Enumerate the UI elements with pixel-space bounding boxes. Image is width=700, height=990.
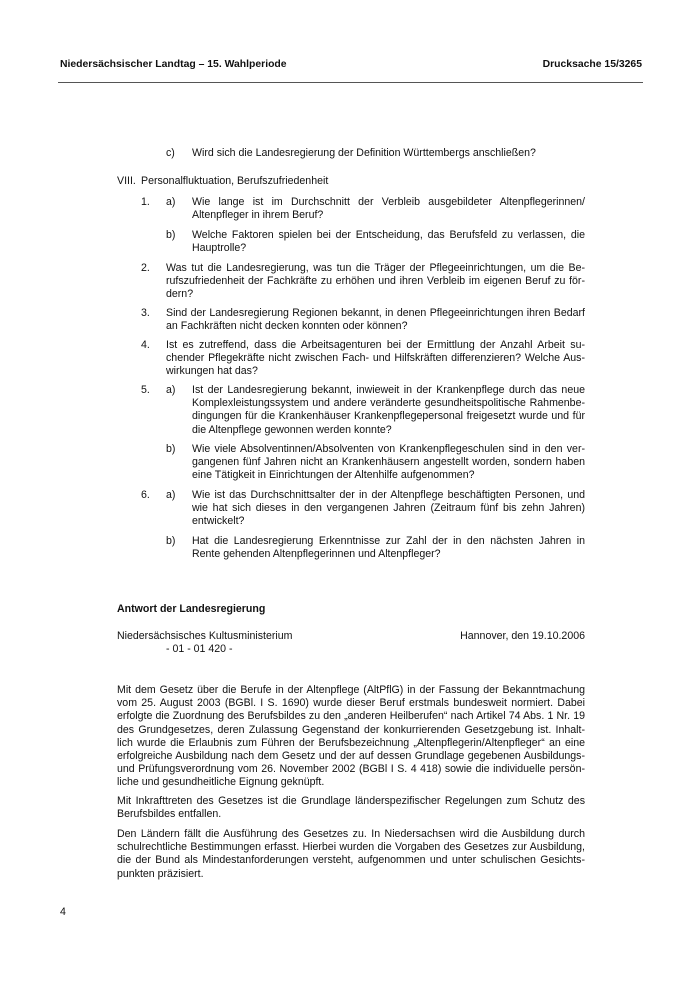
answer-paragraph-2: Mit Inkrafttreten des Gesetzes ist die Grundlage länderspezifischer Regelungen zum Schutz des Berufsbildes entfallen. bbox=[117, 795, 585, 821]
answer-paragraph-1: Mit dem Gesetz über die Berufe in der Altenpflege (AltPflG) in der Fassung der Bekanntmachung vom 25. August 2003 (BGBl. I S. 1690) wurde dieser Beruf erstmals bundesweit normiert. Dabei erfolgte die Zuordnung des Berufsbildes zu den „anderen Heilberufen“ nach Artikel 74 Abs. 1 Nr. 19 des Grundgesetzes, deren Zulassung Gegenstand der konkurrierenden Gesetzgebung ist. Inhalt- lich wurde die Erlaubnis zum Führen der Berufsbezeichnung „Altenpflegerin/Altenpfleger“ an eine erfolgreiche Ausbildung nach dem Gesetz und der auf dessen Grundlage gegebenen Ausbildungs- und Prüfungsverordnung vom 26. November 2002 (BGBl I S. 4 418) sowie die individuelle persön- liche und gesundheitliche Eignung geknüpft. bbox=[117, 684, 585, 789]
question-6-number: 6. bbox=[141, 489, 150, 501]
answer-paragraph-3: Den Ländern fällt die Ausführung des Gesetzes zu. In Niedersachsen wird die Ausbildung durch schulrechtliche Bestimmungen erfasst. Hierbei wurden die Vorgaben des Gesetzes zur Ausbildung, die der Bund als Mindestanforderungen versteht, aufgenommen und unter schulischen Gesichts- punkten präzisiert. bbox=[117, 828, 585, 880]
ministry-name: Niedersächsisches Kultusministerium bbox=[117, 630, 293, 642]
question-6a-text: Wie ist das Durchschnittsalter der in der Altenpflege beschäftigten Personen, und wie hat sich dieses in den vergangenen Jahren (Zeitraum fünf bis zehn Jahren) entwickelt? bbox=[192, 489, 585, 528]
answer-heading: Antwort der Landesregierung bbox=[117, 603, 266, 615]
section-number: VIII. bbox=[117, 175, 136, 187]
document-number: Drucksache 15/3265 bbox=[542, 59, 642, 70]
question-4-number: 4. bbox=[141, 339, 150, 351]
question-5b-label: b) bbox=[166, 443, 176, 455]
question-6a-label: a) bbox=[166, 489, 176, 501]
section-title: Personalfluktuation, Berufszufriedenheit bbox=[141, 175, 329, 187]
question-1b-label: b) bbox=[166, 229, 176, 241]
header-title: Niedersächsischer Landtag – 15. Wahlperiode bbox=[60, 59, 287, 70]
question-1-number: 1. bbox=[141, 196, 150, 208]
question-5b-text: Wie viele Absolventinnen/Absolventen von Krankenpflegeschulen sind in den ver- gangenen fünf Jahren nicht an Krankenhäusern angestellt worden, sondern haben eine Tätigkeit in Einrichtungen der Altenhilfe aufgenommen? bbox=[192, 443, 585, 482]
page-number: 4 bbox=[60, 906, 66, 918]
question-c-text: Wird sich die Landesregierung der Definition Württembergs anschließen? bbox=[192, 147, 536, 159]
question-2-number: 2. bbox=[141, 262, 150, 274]
question-3-number: 3. bbox=[141, 307, 150, 319]
question-1b-text: Welche Faktoren spielen bei der Entscheidung, das Berufsfeld zu verlassen, die Hauptrolle? bbox=[192, 229, 585, 255]
question-5a-text: Ist der Landesregierung bekannt, inwieweit in der Krankenpflege durch das neue Komplexleistungssystem und andere veränderte gesundheitspolitische Rahmenbe- dingungen für die Krankenhäuser Krankenpflegepersonal freigesetzt wurde und für die Altenpflege gewonnen werden konnte? bbox=[192, 384, 585, 436]
question-1a-label: a) bbox=[166, 196, 176, 208]
question-4-text: Ist es zutreffend, dass die Arbeitsagenturen bei der Ermittlung der Anzahl Arbeit su- chender Pflegekräfte nicht zwischen Fach- und Hilfskräften differenzieren? Welche Aus- wirkungen hat das? bbox=[166, 339, 585, 378]
question-6b-label: b) bbox=[166, 535, 176, 547]
question-3-text: Sind der Landesregierung Regionen bekannt, in denen Pflegeeinrichtungen ihren Bedarf an Fachkräften nicht decken konnten oder können? bbox=[166, 307, 585, 333]
reference-number: - 01 - 01 420 - bbox=[166, 643, 233, 655]
question-6b-text: Hat die Landesregierung Erkenntnisse zur Zahl der in den nächsten Jahren in Rente gehenden Altenpflegerinnen und Altenpfleger? bbox=[192, 535, 585, 561]
header-divider bbox=[58, 82, 643, 83]
place-date: Hannover, den 19.10.2006 bbox=[460, 630, 585, 642]
question-2-text: Was tut die Landesregierung, was tun die Träger der Pflegeeinrichtungen, um die Be- rufszufriedenheit der Fachkräfte zu erhöhen und ihren Verbleib im eigenen Beruf zu för- dern? bbox=[166, 262, 585, 301]
question-c-label: c) bbox=[166, 147, 175, 159]
question-5a-label: a) bbox=[166, 384, 176, 396]
question-1a-text: Wie lange ist im Durchschnitt der Verbleib ausgebildeter Altenpflegerinnen/ Altenpfleger in ihrem Beruf? bbox=[192, 196, 585, 222]
question-5-number: 5. bbox=[141, 384, 150, 396]
